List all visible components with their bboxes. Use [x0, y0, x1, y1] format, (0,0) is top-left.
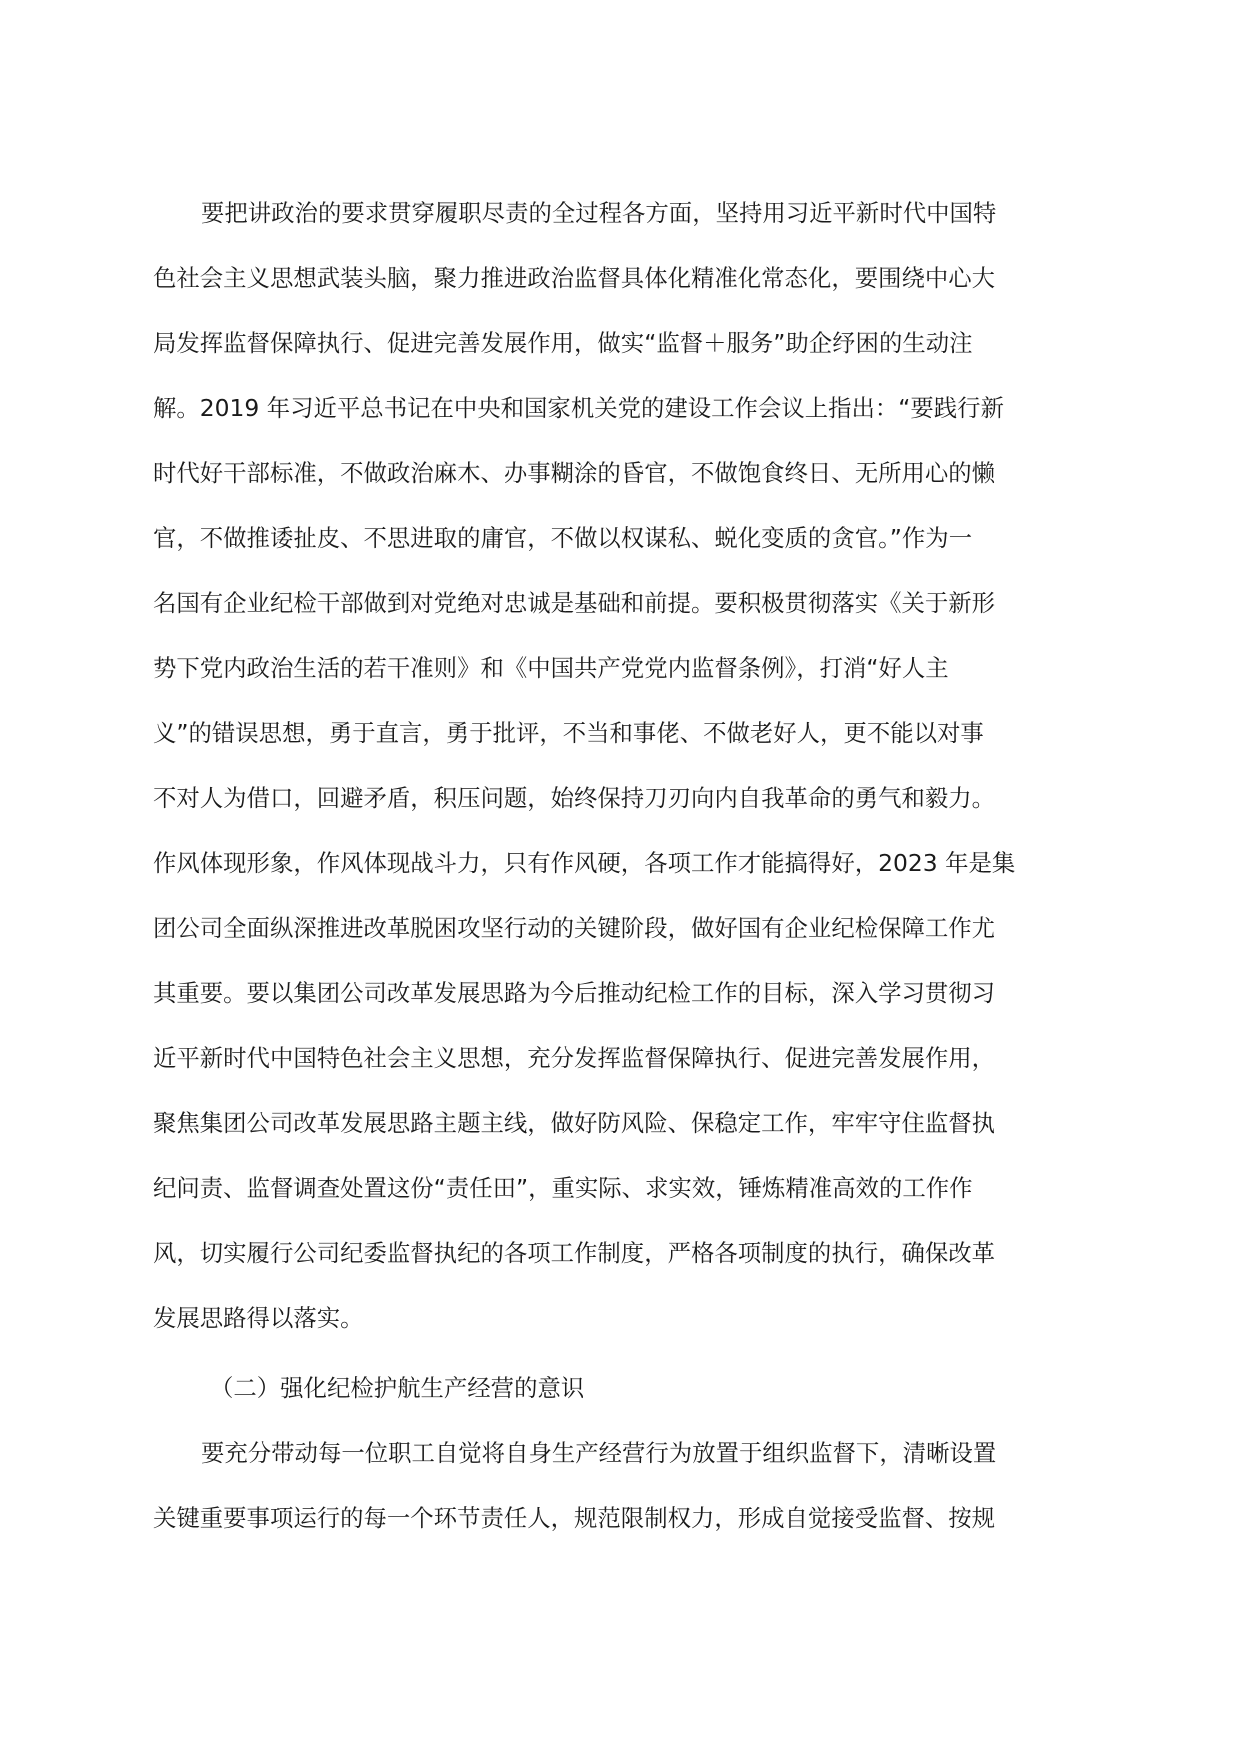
paragraph-line: 解。2019 年习近平总书记在中央和国家机关党的建设工作会议上指出：“要践行新 — [153, 394, 1004, 422]
paragraph-line: 发展思路得以落实。 — [153, 1304, 364, 1332]
paragraph-line: 不对人为借口，回避矛盾，积压问题，始终保持刀刃向内自我革命的勇气和毅力。 — [153, 784, 996, 812]
paragraph-line: 势下党内政治生活的若干准则》和《中国共产党党内监督条例》，打消“好人主 — [153, 654, 949, 682]
paragraph-line: 纪问责、监督调查处置这份“责任田”，重实际、求实效，锤炼精准高效的工作作 — [153, 1174, 973, 1202]
paragraph-line: 局发挥监督保障执行、促进完善发展作用，做实“监督＋服务”助企纾困的生动注 — [153, 329, 973, 357]
paragraph-line: 时代好干部标准，不做政治麻木、办事糊涂的昏官，不做饱食终日、无所用心的懒 — [153, 459, 996, 487]
paragraph-line: 风，切实履行公司纪委监督执纪的各项工作制度，严格各项制度的执行，确保改革 — [153, 1239, 996, 1267]
section-heading — [153, 1356, 1053, 1421]
paragraph-line: 其重要。要以集团公司改革发展思路为今后推动纪检工作的目标，深入学习贯彻习 — [153, 979, 996, 1007]
paragraph-line: 团公司全面纵深推进改革脱困攻坚行动的关键阶段，做好国有企业纪检保障工作尤 — [153, 914, 996, 942]
paragraph-line: 色社会主义思想武装头脑，聚力推进政治监督具体化精准化常态化，要围绕中心大 — [153, 264, 996, 292]
paragraph-line: 关键重要事项运行的每一个环节责任人，规范限制权力，形成自觉接受监督、按规 — [153, 1504, 996, 1532]
section-heading-text: （二）强化纪检护航生产经营的意识 — [210, 1374, 585, 1402]
body-paragraph — [153, 1421, 1053, 1551]
paragraph-line: 名国有企业纪检干部做到对党绝对忠诚是基础和前提。要积极贯彻落实《关于新形 — [153, 589, 996, 617]
paragraph-line: 要充分带动每一位职工自觉将自身生产经营行为放置于组织监督下，清晰设置 — [201, 1439, 997, 1467]
paragraph-line: 聚焦集团公司改革发展思路主题主线，做好防风险、保稳定工作，牢牢守住监督执 — [153, 1109, 996, 1137]
body-paragraph — [153, 181, 1053, 1351]
paragraph-line: 官，不做推诿扯皮、不思进取的庸官，不做以权谋私、蜕化变质的贪官。”作为一 — [153, 524, 973, 552]
paragraph-line: 作风体现形象，作风体现战斗力，只有作风硬，各项工作才能搞得好，2023 年是集 — [153, 849, 1016, 877]
paragraph-line: 要把讲政治的要求贯穿履职尽责的全过程各方面，坚持用习近平新时代中国特 — [201, 199, 997, 227]
paragraph-line: 近平新时代中国特色社会主义思想，充分发挥监督保障执行、促进完善发展作用， — [153, 1044, 996, 1072]
paragraph-line: 义”的错误思想，勇于直言，勇于批评，不当和事佬、不做老好人，更不能以对事 — [153, 719, 984, 747]
